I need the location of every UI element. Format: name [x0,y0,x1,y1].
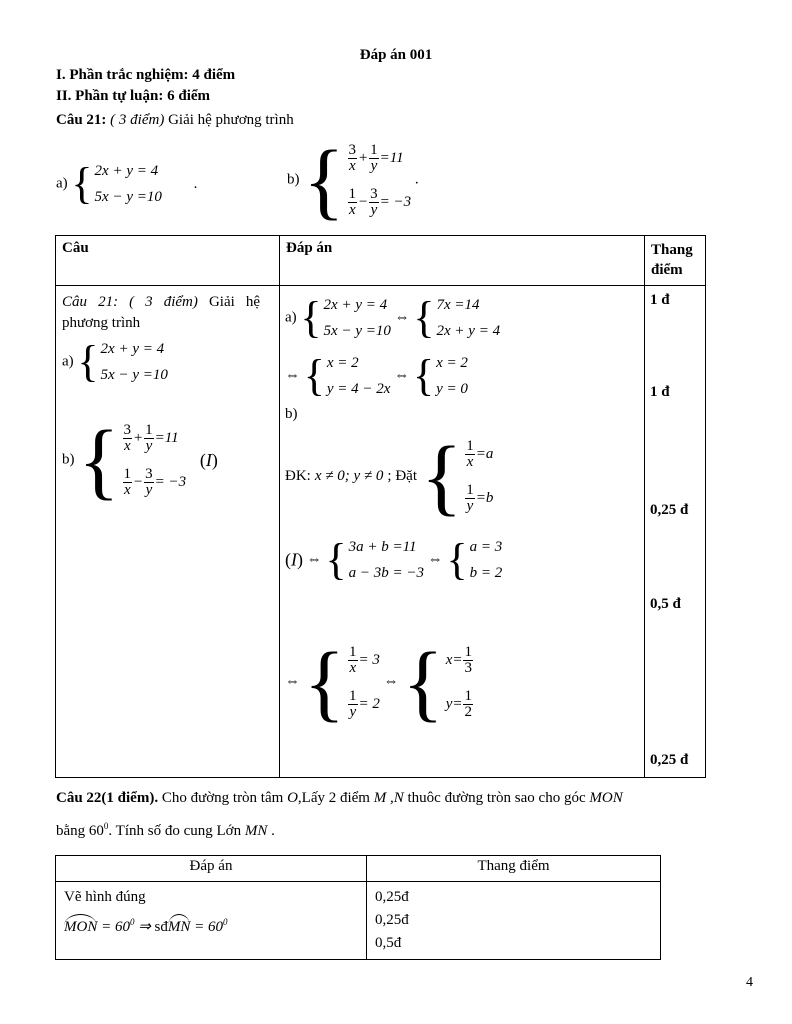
cell-system-b: b) { $\frac{3}{x}$ + $\frac{1}{y}$ =11 $\frac{1}{x}$ − $\frac{3}{y}$ = −3 (I) [62,412,218,508]
question-22: Câu 22(1 điểm). Cho đường tròn tâm O,Lấy 2 điểm M ,N thuôc đường tròn sao cho góc MON bằng $60^0$. Tính số đo cung Lớn MN . [56,790,623,839]
question-21-heading [56,112,294,129]
part-2-heading: II. Phần tự luận: 6 điểm [56,88,211,104]
system-a-top: a) { 2x + y = 4 5x − y =10 . [56,159,198,208]
cell-scores [645,286,706,778]
cell-question-prompt: Giải hệ phương trình [62,294,260,331]
q22-text-5: . Tính số đo cung Lớn [108,823,242,839]
score-5: 0,25 đ [650,752,689,768]
question-21-prompt: Giải hệ phương trình [168,112,294,128]
t2-score-3: 0,5đ [375,935,402,951]
page-number: 4 [746,975,753,990]
cell-question-label: Câu 21: ( 3 điểm) [62,294,198,310]
t2-score-2: 0,25đ [375,912,409,928]
q22-text-3: thuôc đường tròn sao cho góc [407,790,586,806]
score-1: 1 đ [650,292,670,308]
question-22-label: Câu 22(1 điểm). [56,790,159,806]
score-2: 1 đ [650,384,670,400]
answer-table-22 [55,855,661,960]
t2-answer: Vẽ hình đúng MON = $60^0$ ⇒ sđMN = $60^0$ [56,882,367,960]
part-1-heading: I. Phần trắc nghiệm: 4 điểm [56,67,236,83]
t2-header-dap-an: Đáp án [56,856,367,882]
question-21-label: Câu 21: [56,112,107,128]
q22-text-4: bằng [56,823,86,839]
header-thang-diem: Thang điểm [645,236,706,286]
system-b-top: b) { $\frac{3}{x}$ + $\frac{1}{y}$ =11 $\frac{1}{x}$ − $\frac{3}{y}$ = −3 . [287,132,419,228]
dat-label: ; Đặt [387,467,417,484]
answer-table-21 [55,235,706,778]
t2-header-thang-diem: Thang điểm [367,856,661,882]
cell-system-a: a) { 2x + y = 4 5x − y =10 [62,337,168,386]
t2-scores [367,882,661,960]
t2-score-1: 0,25đ [375,889,409,905]
score-4: 0,5 đ [650,596,681,612]
header-dap-an: Đáp án [280,236,645,286]
question-21-points: ( 3 điểm) [110,112,165,128]
score-3: 0,25 đ [650,502,689,518]
q22-text-2: ,Lấy 2 điểm [297,790,370,806]
t2-answer-text: Vẽ hình đúng [64,889,146,905]
dk-label: ĐK: [285,467,311,484]
q22-text-1: Cho đường tròn tâm [161,790,284,806]
header-cau: Câu [56,236,280,286]
cell-question [56,286,280,778]
cell-answer: a) { 2x + y = 4 5x − y =10 ⇔ { 7x =14 2x + y = 4 ⇔ { x = 2 y = 4 − 2x ⇔ { x = 2 y = 0 b) ĐK: x ≠ 0; y ≠ 0 ; Đặt { $\frac{1}{x}$ = a $\frac{1}{y}$ = b (I) ⇔ { 3a + b =11 a − 3b = −3 ⇔ { a = 3 b = 2 ⇔ { $\frac{1}{x}$ = 3 $\frac{1}{y}$ = 2 ⇔ { x = $\frac{1}{3}$ y = $\frac{1}{2}$ [280,286,645,778]
page-title: Đáp án 001 [359,47,433,63]
